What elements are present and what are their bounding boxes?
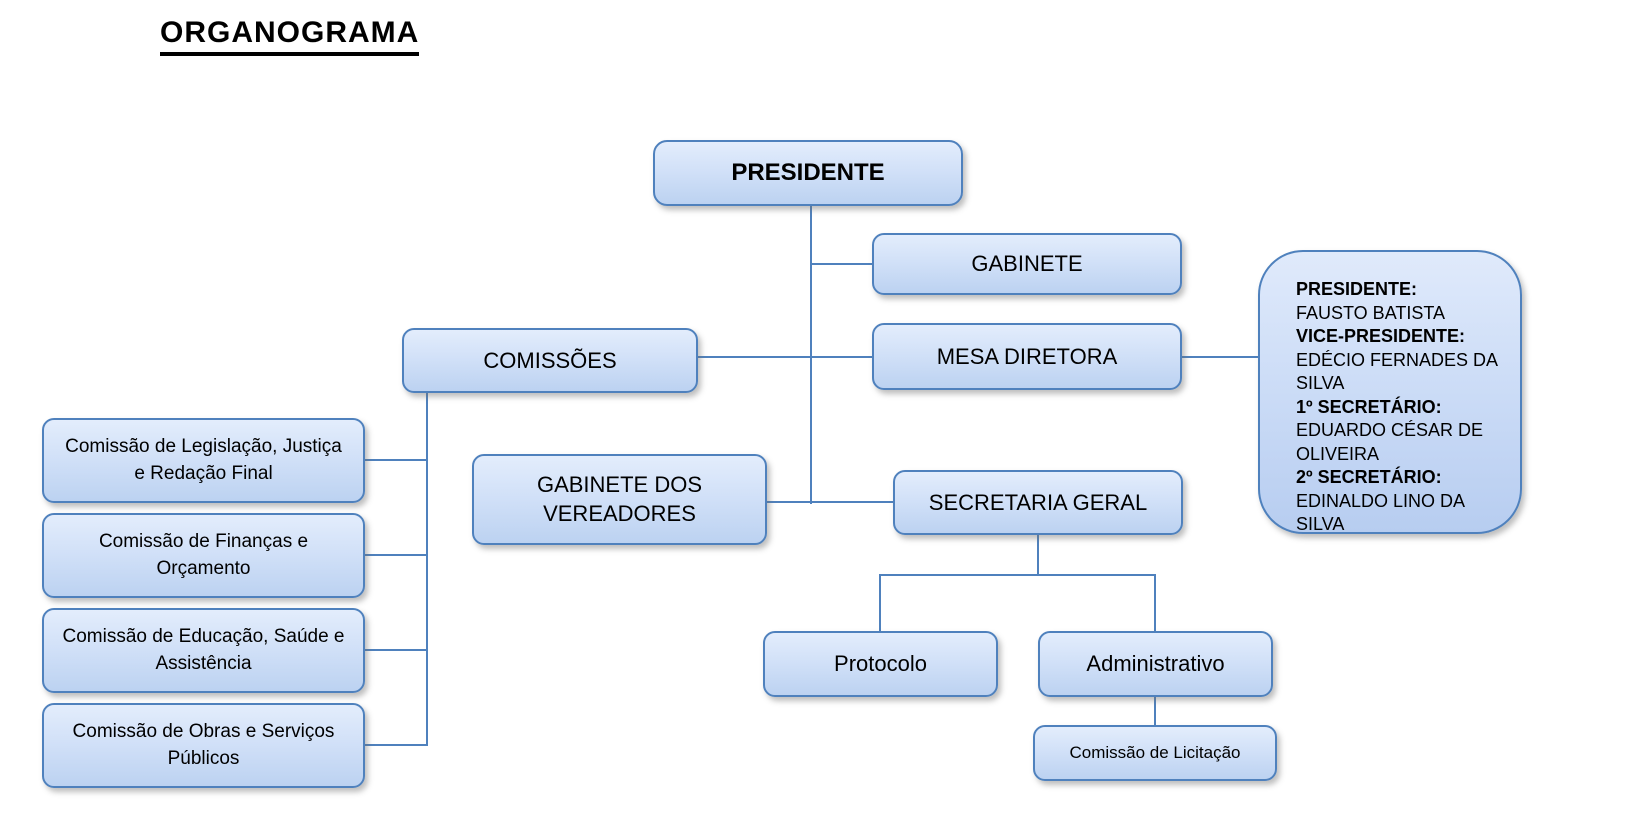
node-comissoes-label: COMISSÕES [483,347,617,373]
connector-trunk-gabinete [811,263,872,265]
member-name: EDUARDO CÉSAR DE OLIVEIRA [1296,420,1484,464]
node-gabinete-dos-vereadores [472,454,767,545]
node-comissao-obras-label: Comissão de Obras e Serviços Públicos [72,720,335,769]
member-role: 1º SECRETÁRIO: [1296,396,1442,417]
node-administrativo-label: Administrativo [1086,651,1225,676]
connector-comissoes-mesa-diretora [698,356,872,358]
node-comissao-educacao-label: Comissão de Educação, Saúde e Assistência [62,625,345,674]
member-role: VICE-PRESIDENTE: [1296,326,1466,346]
node-secretaria-geral [893,470,1183,535]
connector-licitacao-drop [1154,697,1156,725]
node-comissao-obras [42,703,365,788]
node-comissao-financas-label: Comissão de Finanças e Orçamento [98,530,309,579]
connector-comissao-legislacao [365,459,427,461]
node-comissao-licitacao [1033,725,1277,781]
node-presidente [653,140,963,206]
connector-presidente-trunk [810,206,812,504]
node-gabinete [872,233,1182,295]
node-mesa-diretora-label: MESA DIRETORA [936,343,1118,369]
node-gabinete-dos-vereadores-label: GABINETE DOS VEREADORES [536,471,703,526]
node-mesa-diretora [872,323,1182,390]
node-presidente-label: PRESIDENTE [731,159,885,186]
node-comissao-legislacao-label: Comissão de Legislação, Justiça e Redação Final [65,435,342,484]
node-comissao-legislacao [42,418,365,503]
node-secretaria-geral-label: SECRETARIA GERAL [928,489,1148,515]
connector-secretaria-distribution [879,574,1156,576]
member-name: EDÉCIO FERNADES DA SILVA [1296,349,1498,393]
page-title: ORGANOGRAMA [160,16,419,56]
node-protocolo-label: Protocolo [834,651,927,676]
node-protocolo [763,631,998,697]
connector-mesa-diretora-members [1182,356,1258,358]
connector-comissoes-rail [426,393,428,746]
node-administrativo [1038,631,1273,697]
member-name: FAUSTO BATISTA [1296,302,1446,323]
connector-protocolo-drop [879,574,881,631]
member-role: 2º SECRETÁRIO: [1296,467,1442,487]
member-name: EDINALDO LINO DA SILVA [1296,490,1465,534]
connector-vereadores-secretaria [767,501,893,503]
node-comissoes [402,328,698,393]
connector-comissao-financas [365,554,427,556]
member-role: PRESIDENTE: [1296,279,1418,299]
node-comissao-licitacao-label: Comissão de Licitação [1069,743,1241,762]
node-gabinete-label: GABINETE [971,251,1083,276]
connector-comissao-educacao [365,649,427,651]
connector-secretaria-drop [1037,535,1039,575]
node-comissao-financas [42,513,365,598]
connector-administrativo-drop [1154,574,1156,631]
mesa-diretora-members-panel [1258,250,1522,534]
connector-comissao-obras [365,744,427,746]
node-comissao-educacao [42,608,365,693]
